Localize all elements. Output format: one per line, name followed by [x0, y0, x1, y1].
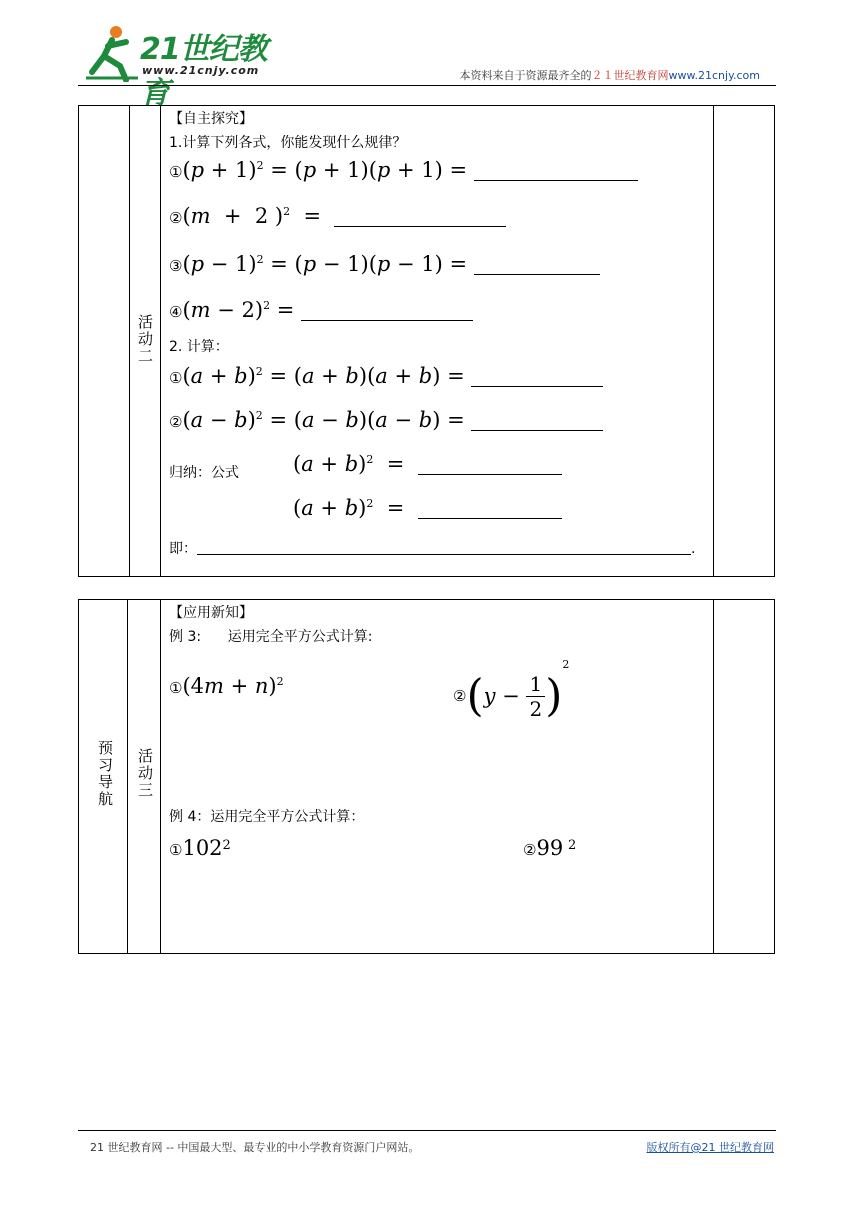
section-title: 【自主探究】 [169, 111, 253, 127]
ex4-item-1 [169, 836, 231, 860]
paren-right: ) [545, 670, 563, 722]
answer-blank[interactable] [474, 179, 638, 181]
header-note [460, 67, 760, 83]
expression: $(p - 1)^2 = (p - 1)(p - 1)$ = [182, 252, 474, 276]
ex4-item-2 [523, 836, 576, 860]
ex3-item-1 [169, 674, 284, 698]
q1-item-1 [169, 158, 638, 182]
expression: $(a + b)^2$ = [293, 496, 418, 520]
header-note-prefix: 本资料来自于资源最齐全的 [459, 69, 592, 82]
activity-label: 活动三 [136, 748, 154, 799]
answer-blank[interactable] [334, 225, 506, 227]
q1-item-3 [169, 252, 600, 276]
col-divider [713, 600, 714, 953]
ji-label: 即： [169, 541, 197, 557]
footer-text: 21 世纪教育网 -- 中国最大型、最专业的中小学教育资源门户网站。 [90, 1141, 420, 1154]
section-label: 预习导航 [96, 740, 114, 808]
q2-item-1 [169, 364, 603, 388]
col-divider [127, 600, 128, 953]
paren-left: ( [466, 670, 484, 722]
header-divider [78, 85, 776, 86]
exponent: 2 [222, 838, 231, 853]
expression: (m + 2 )$^2$ = [182, 204, 335, 228]
col-divider [713, 106, 714, 576]
q1-item-4 [169, 298, 473, 322]
item-marker: ② [169, 413, 183, 431]
activity-label: 活动二 [136, 314, 154, 365]
item-marker: ① [169, 841, 183, 859]
q2-item-2 [169, 408, 603, 432]
item-marker: ② [523, 841, 537, 859]
ji-blank[interactable] [197, 553, 691, 555]
expression: $(a - b)^2 = (a - b)(a - b)$ = [182, 408, 472, 432]
item-marker: ② [169, 209, 183, 227]
ex3-item-2: ②(y − $\frac{1}{2}$ )$^2$ [453, 658, 570, 722]
exponent: 2 [567, 838, 577, 853]
activity-two-table [78, 105, 775, 577]
answer-blank[interactable] [418, 517, 562, 519]
number-base: 102 [182, 836, 223, 860]
logo-brand: 21世纪教育 [140, 32, 267, 111]
summary-label: 归纳：公式 [169, 465, 239, 481]
copyright-link[interactable]: 版权所有@21 世纪教育网 [646, 1141, 774, 1154]
formula-1 [293, 452, 562, 476]
fraction [526, 672, 545, 721]
expression: y − [483, 684, 527, 708]
fraction-denominator: 2 [529, 696, 543, 721]
item-marker: ④ [169, 303, 183, 321]
footer-divider [78, 1130, 776, 1131]
logo-url: www.21cnjy.com [142, 64, 260, 77]
item-marker: ① [169, 369, 183, 387]
answer-blank[interactable] [418, 473, 562, 475]
answer-blank[interactable] [471, 385, 603, 387]
ji-end: . [691, 541, 696, 557]
question-1: 1.计算下列各式，你能发现什么规律？ [169, 135, 407, 151]
answer-blank[interactable] [471, 429, 603, 431]
site-logo [82, 22, 282, 111]
fraction-numerator: 1 [526, 672, 545, 697]
item-marker: ① [169, 679, 183, 697]
expression: $(a + b)^2 = (a + b)(a + b)$ = [182, 364, 472, 388]
col-divider [160, 106, 161, 576]
formula-2 [293, 496, 562, 520]
expression: $(a + b)^2$ = [293, 452, 418, 476]
col-divider [160, 600, 161, 953]
question-2: 2. 计算： [169, 339, 229, 355]
activity-three-table [78, 599, 775, 954]
expression: $(m - 2)^2$ = [182, 298, 302, 322]
item-marker: ③ [169, 257, 183, 275]
answer-blank[interactable] [474, 273, 600, 275]
example-3-label: 例 3: 运用完全平方公式计算: [169, 629, 373, 645]
expression: $(4m + n)^2$ [182, 674, 284, 698]
runner-logo-icon [82, 22, 142, 82]
q1-item-2 [169, 204, 506, 228]
item-marker: ② [453, 687, 467, 705]
ji-row [169, 538, 695, 558]
item-marker: ① [169, 163, 183, 181]
header-note-url[interactable]: www.21cnjy.com [668, 69, 760, 82]
example-4-label: 例 4：运用完全平方公式计算： [169, 809, 365, 825]
section-title: 【应用新知】 [169, 605, 253, 621]
header-note-highlight: ２１世纪教育网 [591, 69, 669, 82]
expression: $(p + 1)^2 = (p + 1)(p + 1)$ = [182, 158, 474, 182]
answer-blank[interactable] [301, 319, 473, 321]
number-base: 99 [536, 836, 564, 860]
col-divider [129, 106, 130, 576]
